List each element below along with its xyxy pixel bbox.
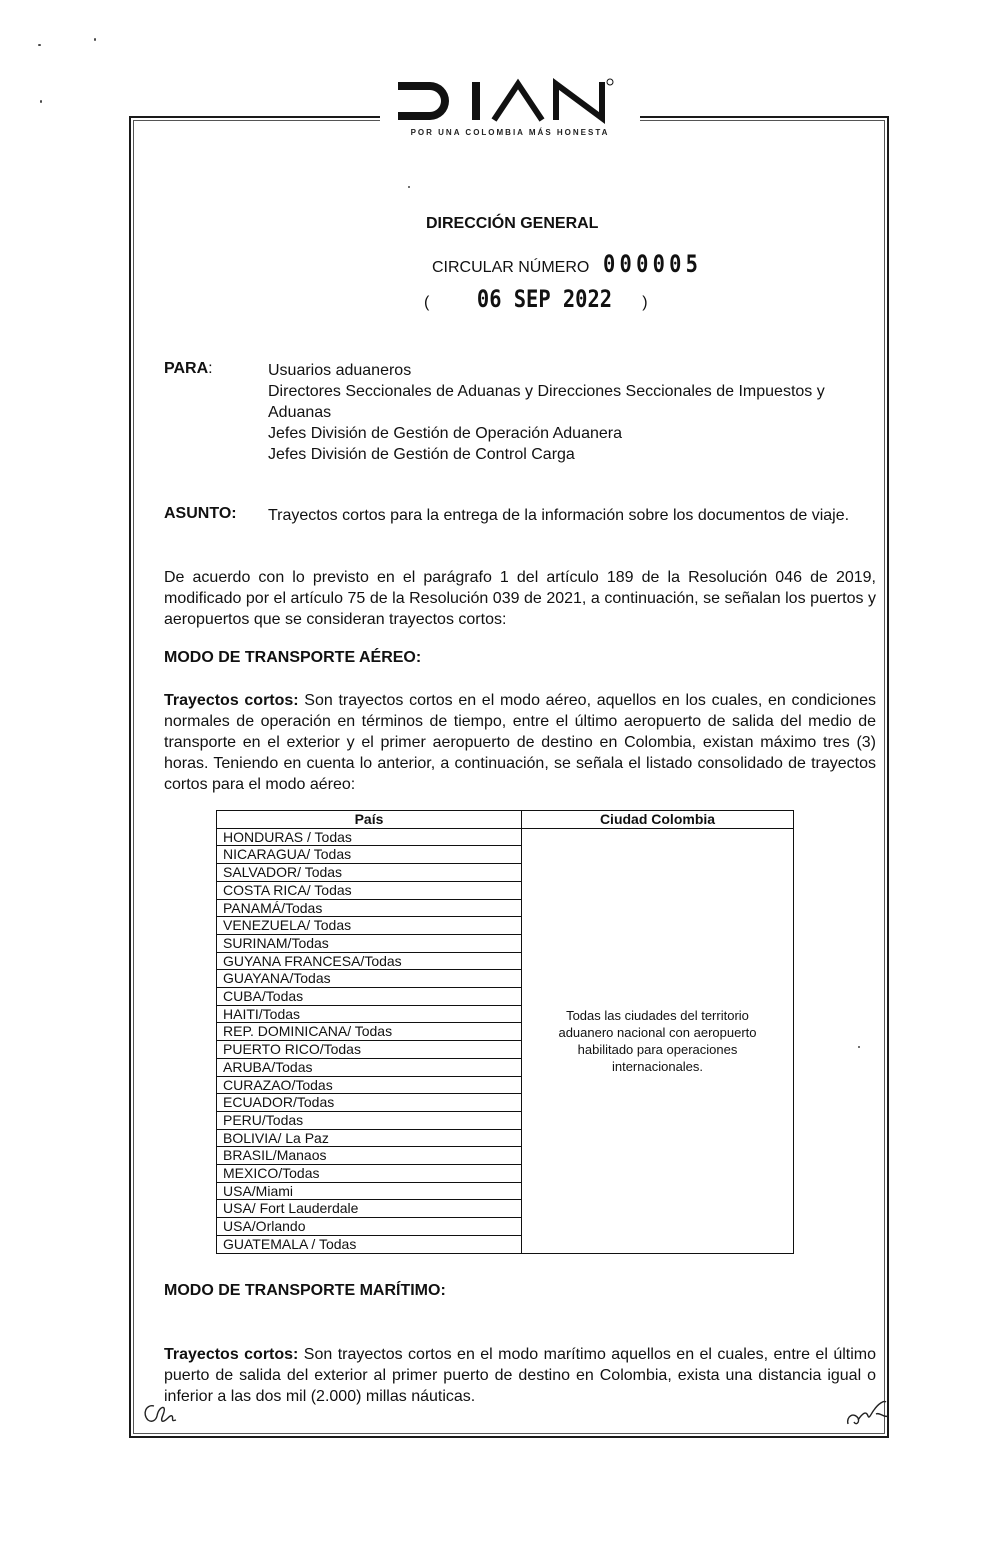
scan-speck	[94, 38, 96, 41]
recipient-item: Directores Seccionales de Aduanas y Direcciones Seccionales de Impuestos y Aduanas	[268, 383, 825, 421]
table-header-row	[217, 811, 794, 829]
pais-cell: SALVADOR/ Todas	[217, 864, 522, 882]
column-header-pais: País	[217, 811, 522, 829]
recipient-item: Jefes División de Gestión de Operación Aduanera	[268, 425, 622, 442]
circular-date-row	[424, 285, 648, 313]
trayectos-aereo-lead: Trayectos cortos:	[164, 692, 299, 709]
trayectos-aereo-table	[216, 810, 794, 1254]
date-paren-close: )	[642, 294, 648, 311]
pais-cell: ECUADOR/Todas	[217, 1094, 522, 1112]
pais-cell: CUBA/Todas	[217, 988, 522, 1006]
dian-tagline: POR UNA COLOMBIA MÁS HONESTA	[410, 128, 610, 137]
pais-cell: GUATEMALA / Todas	[217, 1235, 522, 1253]
pais-cell: COSTA RICA/ Todas	[217, 881, 522, 899]
pais-cell: NICARAGUA/ Todas	[217, 846, 522, 864]
intro-paragraph: De acuerdo con lo previsto en el parágrafo 1 del artículo 189 de la Resolución 046 de 2019, modificado por el artículo 75 de la Resolución 039 de 2021, a continuación, se señalan los puertos y aeropuertos que se consideran trayectos cortos:	[164, 569, 876, 628]
handwritten-initials-right	[844, 1398, 890, 1432]
pais-cell: PUERTO RICO/Todas	[217, 1041, 522, 1059]
scan-speck	[858, 1046, 860, 1048]
pais-cell: USA/Miami	[217, 1182, 522, 1200]
dian-logo	[380, 70, 640, 150]
dian-logo-mark	[390, 78, 630, 124]
pais-cell: HONDURAS / Todas	[217, 828, 522, 846]
trayectos-maritimo-text: Son trayectos cortos en el modo marítimo aquellos en el cuales, entre el último puerto de salida del exterior al primer puerto de destino en Colombia, exista una distancia igual o inferior a las dos mil (2.000) millas náuticas.	[164, 1346, 876, 1405]
heading-aereo: MODO DE TRANSPORTE AÉREO:	[164, 649, 422, 666]
pais-cell: HAITI/Todas	[217, 1005, 522, 1023]
para-recipients	[268, 360, 878, 465]
trayectos-maritimo-paragraph	[164, 1344, 876, 1407]
pais-cell: MEXICO/Todas	[217, 1165, 522, 1183]
circular-number-value: 000005	[603, 250, 703, 278]
handwritten-initials-left	[140, 1400, 180, 1426]
direccion-general-title: DIRECCIÓN GENERAL	[426, 215, 599, 232]
pais-cell: PANAMÁ/Todas	[217, 899, 522, 917]
circular-date-stamp: 06 SEP 2022	[477, 285, 613, 313]
pais-cell: PERU/Todas	[217, 1111, 522, 1129]
pais-cell: GUAYANA/Todas	[217, 970, 522, 988]
scan-speck	[408, 186, 410, 188]
pais-cell: VENEZUELA/ Todas	[217, 917, 522, 935]
circular-number-label: CIRCULAR NÚMERO	[432, 259, 590, 276]
pais-cell: GUYANA FRANCESA/Todas	[217, 952, 522, 970]
pais-cell: USA/ Fort Lauderdale	[217, 1200, 522, 1218]
recipient-item: Jefes División de Gestión de Control Carga	[268, 446, 575, 463]
circular-number-row	[432, 250, 720, 278]
pais-cell: ARUBA/Todas	[217, 1058, 522, 1076]
pais-cell: SURINAM/Todas	[217, 934, 522, 952]
trayectos-aereo-paragraph	[164, 690, 876, 795]
trayectos-maritimo-lead: Trayectos cortos:	[164, 1346, 299, 1363]
pais-cell: USA/Orlando	[217, 1218, 522, 1236]
asunto-text: Trayectos cortos para la entrega de la información sobre los documentos de viaje.	[268, 507, 850, 524]
trayectos-aereo-text: Son trayectos cortos en el modo aéreo, aquellos en los cuales, en condiciones normales de operación en términos de tiempo, entre el último aeropuerto de salida del medio de transporte en el exterior y el primer aeropuerto de destino en Colombia, existan máximo tres (3) horas. Teniendo en cuenta lo anterior, a continuación, se señala el listado consolidado de trayectos cortos para el modo aéreo:	[164, 692, 876, 793]
para-label: PARA:	[164, 360, 213, 377]
date-paren-open: (	[424, 294, 430, 311]
pais-cell: CURAZAO/Todas	[217, 1076, 522, 1094]
pais-cell: BOLIVIA/ La Paz	[217, 1129, 522, 1147]
ciudad-cell: Todas las ciudades del territorio aduanero nacional con aeropuerto habilitado para operaciones internacionales.	[522, 828, 794, 1253]
scan-speck	[38, 44, 41, 46]
recipient-item: Usuarios aduaneros	[268, 362, 412, 379]
column-header-ciudad: Ciudad Colombia	[522, 811, 794, 829]
scan-speck	[40, 100, 42, 103]
table-row	[217, 828, 794, 846]
pais-cell: REP. DOMINICANA/ Todas	[217, 1023, 522, 1041]
pais-cell: BRASIL/Manaos	[217, 1147, 522, 1165]
asunto-label: ASUNTO:	[164, 505, 237, 522]
table-body	[217, 828, 794, 1253]
heading-maritimo: MODO DE TRANSPORTE MARÍTIMO:	[164, 1282, 446, 1299]
